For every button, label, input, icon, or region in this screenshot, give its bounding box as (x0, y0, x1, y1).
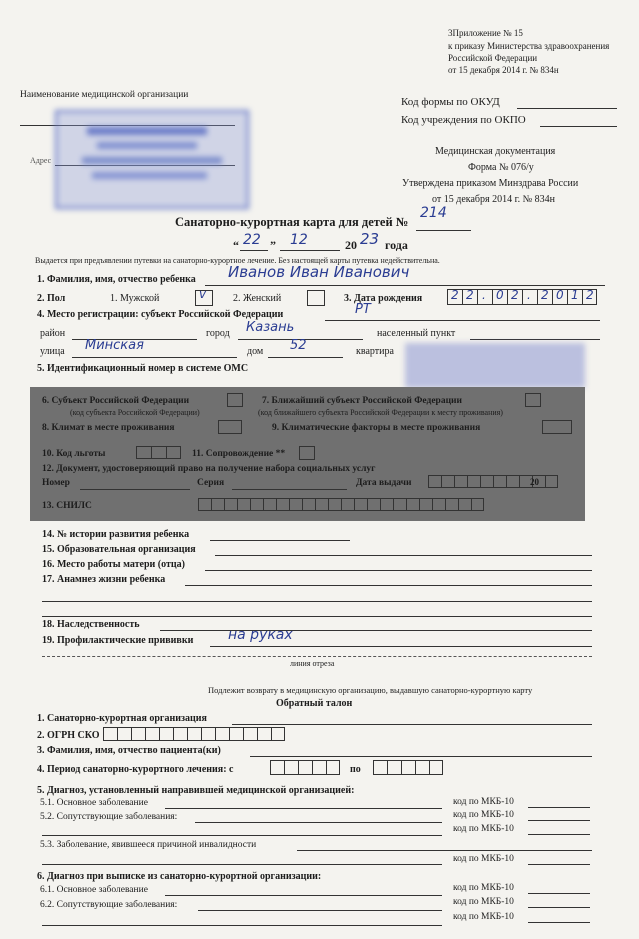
field-15-label: 15. Образовательная организация (42, 544, 196, 555)
field-7-box[interactable] (525, 393, 541, 407)
coupon-6-2-label: 6.2. Сопутствующие заболевания: (40, 900, 178, 910)
coupon-5-1-line (165, 808, 442, 809)
doc-line-3: Утверждена приказом Минздрава России (402, 178, 579, 189)
nomer-line (80, 489, 190, 490)
gorod-value: Казань (246, 320, 295, 335)
coupon-title: Обратный талон (276, 698, 353, 709)
date-close-quote: ” (270, 238, 276, 252)
mkb-6-2a-label: код по МКБ-10 (453, 897, 514, 907)
doc-line-2: Форма № 076/у (468, 162, 534, 173)
dom-line (268, 357, 343, 358)
mkb-5-2a-line (528, 820, 590, 821)
field-13-label: 13. СНИЛС (42, 501, 92, 511)
field-17-line-3 (42, 616, 592, 617)
blurred-oms-patch (405, 343, 585, 388)
coupon-6-1-line (165, 895, 442, 896)
region-line (325, 320, 600, 321)
field-2-label: 2. Пол (37, 293, 66, 304)
card-number-line (416, 230, 471, 231)
okpo-label: Код учреждения по ОКПО (401, 114, 526, 126)
vydacha-year: 20 (530, 477, 539, 487)
appendix-line-2: к приказу Министерства здравоохранения (448, 41, 610, 51)
okud-label: Код формы по ОКУД (401, 96, 500, 108)
cut-line-label: линия отреза (290, 659, 335, 668)
mkb-6-1-label: код по МКБ-10 (453, 883, 514, 893)
ulica-value: Минская (85, 338, 144, 353)
coupon-6-2-line (198, 910, 442, 911)
field-8-box[interactable] (218, 420, 242, 434)
coupon-5-1-label: 5.1. Основное заболевание (40, 798, 148, 808)
np-line (470, 339, 600, 340)
coupon-5-2-line (195, 822, 442, 823)
ulica-line (72, 357, 237, 358)
coupon-1-label: 1. Санаторно-курортная организация (37, 713, 207, 724)
mkb-5-2b-line (528, 834, 590, 835)
mkb-6-2a-line (528, 907, 590, 908)
year-suffix: 23 (360, 230, 380, 248)
mkb-5-3-line (528, 864, 590, 865)
field-11-box[interactable] (299, 446, 315, 460)
rayon-label: район (40, 328, 66, 339)
birth-day-2: 2 (466, 288, 474, 302)
field-6-sub: (код субъекта Российской Федерации) (70, 408, 200, 417)
period-to-cells[interactable] (373, 760, 443, 775)
field-16-line (205, 570, 592, 571)
field-16-label: 16. Место работы матери (отца) (42, 559, 185, 570)
mkb-5-2a-label: код по МКБ-10 (453, 810, 514, 820)
vydacha-label: Дата выдачи (356, 478, 412, 488)
sex-female-checkbox[interactable] (307, 290, 325, 306)
field-14-label: 14. № истории развития ребенка (42, 529, 190, 540)
ulica-label: улица (40, 346, 65, 357)
ogrn-cells[interactable] (103, 727, 285, 741)
coupon-5-2-line-2 (42, 835, 442, 836)
sex-male-label: 1. Мужской (110, 293, 160, 304)
field-5-label: 5. Идентификационный номер в системе ОМС (37, 363, 249, 374)
coupon-5-2-label: 5.2. Сопутствующие заболевания: (40, 812, 178, 822)
appendix-line-4: от 15 декабря 2014 г. № 834н (448, 65, 559, 75)
field-10-cells[interactable] (136, 446, 181, 459)
nomer-label: Номер (42, 478, 70, 488)
mkb-6-2b-label: код по МКБ-10 (453, 912, 514, 922)
appendix-line-3: Российской Федерации (448, 53, 538, 63)
org-name-label: Наименование медицинской организации (20, 90, 189, 100)
field-6-box[interactable] (227, 393, 243, 407)
coupon-6-label: 6. Диагноз при выписке из санаторно-курортной организации: (37, 871, 322, 882)
appendix-line-1: 3Приложение № 15 (448, 28, 523, 38)
field-19-line (210, 646, 592, 647)
child-name-value: Иванов Иван Иванович (228, 263, 410, 281)
field-7-sub: (код ближайшего субъекта Российской Федерации к месту проживания) (258, 408, 503, 417)
field-8-label: 8. Климат в месте проживания (42, 423, 175, 433)
field-17-line-2 (42, 601, 592, 602)
card-number: 214 (420, 205, 447, 221)
mkb-6-1-line (528, 893, 590, 894)
birth-day-1: 2 (451, 288, 459, 302)
birth-sep-2: . (527, 288, 531, 302)
sex-female-label: 2. Женский (233, 293, 282, 304)
field-19-value: на руках (228, 627, 293, 643)
seria-line (232, 489, 347, 490)
year-prefix: 20 (345, 238, 357, 252)
year-label: года (385, 238, 408, 252)
coupon-3-line (250, 756, 592, 757)
mkb-5-2b-label: код по МКБ-10 (453, 824, 514, 834)
field-12-label: 12. Документ, удостоверяющий право на получение набора социальных услуг (42, 464, 376, 474)
birth-year-3: 1 (571, 288, 579, 302)
field-15-line (215, 555, 592, 556)
date-day-line (240, 250, 268, 251)
coupon-6-1-label: 6.1. Основное заболевание (40, 885, 148, 895)
sex-male-mark: v (199, 287, 207, 301)
card-title: Санаторно-курортная карта для детей № (175, 215, 409, 229)
address-label: Адрес (30, 156, 52, 165)
region-value: РТ (355, 302, 371, 317)
field-1-label: 1. Фамилия, имя, отчество ребенка (37, 274, 196, 285)
doc-line-4: от 15 декабря 2014 г. № 834н (432, 194, 555, 205)
coupon-6-2-line-2 (42, 925, 442, 926)
birth-year-4: 2 (586, 288, 594, 302)
field-11-label: 11. Сопровождение ** (192, 449, 286, 459)
blurred-stamp-image (55, 110, 249, 209)
cut-line (42, 656, 592, 657)
coupon-5-3-label: 5.3. Заболевание, явившееся причиной инвалидности (40, 840, 257, 850)
field-17-label: 17. Анамнез жизни ребенка (42, 574, 166, 585)
field-18-line (160, 630, 592, 631)
snils-cells[interactable] (198, 498, 484, 511)
dom-value: 52 (290, 338, 307, 353)
field-4-label: 4. Место регистрации: субъект Российской Федерации (37, 309, 284, 320)
coupon-2-label: 2. ОГРН СКО (37, 730, 100, 741)
coupon-4-to: по (350, 764, 361, 775)
birth-month-1: 0 (496, 288, 504, 302)
dom-label: дом (247, 346, 264, 357)
field-9-label: 9. Климатические факторы в месте проживания (272, 423, 481, 433)
coupon-5-label: 5. Диагноз, установленный направившей медицинской организацией: (37, 785, 355, 796)
date-day: 22 (243, 232, 261, 248)
mkb-5-1-label: код по МКБ-10 (453, 797, 514, 807)
okud-line (517, 108, 617, 109)
mkb-5-3-label: код по МКБ-10 (453, 854, 514, 864)
mkb-5-1-line (528, 807, 590, 808)
seria-label: Серия (197, 478, 225, 488)
gorod-label: город (206, 328, 230, 339)
birth-month-2: 2 (511, 288, 519, 302)
date-month: 12 (290, 232, 308, 248)
mkb-6-2b-line (528, 922, 590, 923)
field-18-label: 18. Наследственность (42, 619, 140, 630)
period-from-cells[interactable] (270, 760, 340, 775)
doc-line-1: Медицинская документация (435, 146, 556, 157)
field-17-line (185, 585, 592, 586)
kv-label: квартира (356, 346, 394, 357)
birth-year-2: 0 (556, 288, 564, 302)
coupon-5-3-line-2 (42, 864, 442, 865)
okpo-line (540, 126, 617, 127)
return-note: Подлежит возврату в медицинскую организацию, выдавшую санаторно-курортную карту (208, 685, 533, 695)
field-10-label: 10. Код льготы (42, 449, 106, 459)
coupon-4-label: 4. Период санаторно-курортного лечения: с (37, 764, 234, 775)
field-3-label: 3. Дата рождения (344, 293, 423, 304)
card-note: Выдается при предъявлении путевки на санаторно-курортное лечение. Без настоящей карты путевка недействительна. (35, 256, 440, 265)
birth-sep-1: . (482, 288, 486, 302)
coupon-1-line (232, 724, 592, 725)
coupon-5-3-line (297, 850, 592, 851)
field-6-label: 6. Субъект Российской Федерации (42, 396, 190, 406)
coupon-3-label: 3. Фамилия, имя, отчество пациента(ки) (37, 745, 221, 756)
date-month-line (280, 250, 340, 251)
birth-year-1: 2 (541, 288, 549, 302)
field-14-line (210, 540, 350, 541)
field-9-box[interactable] (542, 420, 572, 434)
field-7-label: 7. Ближайший субъект Российской Федерации (262, 396, 463, 406)
np-label: населенный пункт (377, 328, 456, 339)
field-1-line (205, 285, 605, 286)
date-open-quote: “ (233, 238, 239, 252)
field-19-label: 19. Профилактические прививки (42, 635, 194, 646)
